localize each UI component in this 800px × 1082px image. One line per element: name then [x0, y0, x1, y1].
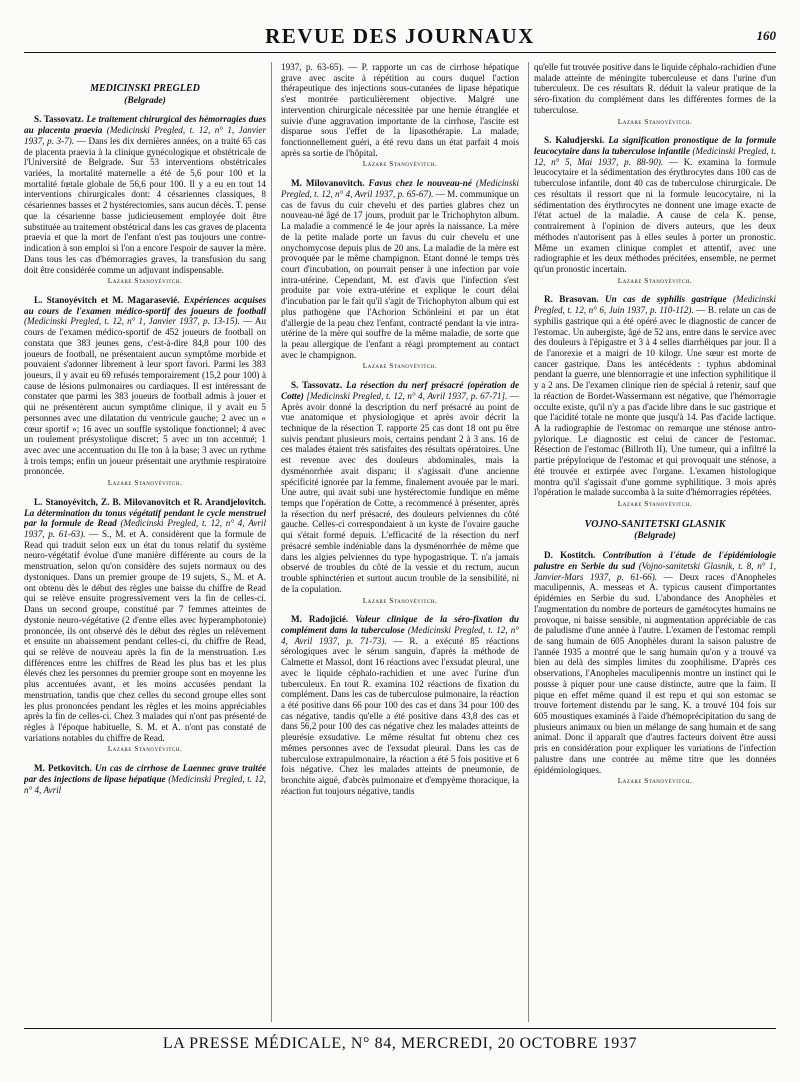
- article-continued: [281, 62, 519, 170]
- article-author: L. Stanoyévitch, Z. B. Milovanovitch et R. Arandjelovitch.: [34, 496, 266, 507]
- article-reference: (Vojno-sanitetski Glasnik, t. 8, n° 1, Janvier-Mars 1937, p. 61-66).: [534, 560, 776, 582]
- article-body: — Au cours de l'examen médico-sportif de 452 joueurs de football on constata que 383 jeunes gens, c'est-à-dire 84,8 pour 100 des joueurs de football, ne présentaient aucun symptôme morbide et pouvaient s'adonner librement à leur sport favori. Parmi les 383 joueurs, il y avait eu 69 refusés temporairement (15,2 pour 100) à cause de lésions pulmonaires ou cardiaques. Il est intéressant de constater que parmi les 383 joueurs de football admis à jouer et qui ne présentèrent aucun symptôme clinique, il y avait eu 5 personnes avec une dilatation du ventricule gauche; 2 avec un « cœur sportif »; 16 avec un souffle systolique fonctionnel; 4 avec un roulement présystolique discret; 5 avec un ton accentué; 1 avec avec une accentuation du IIe ton à la base; 3 avec un rythme à trois temps; enfin un joueur présentait une arythmie respiratoire prononcée.: [24, 316, 266, 477]
- running-head: [24, 26, 776, 53]
- article-title: Favus chez le nouveau-né: [368, 178, 472, 189]
- article: [24, 114, 266, 287]
- article-body: qu'elle fut trouvée positive dans le liquide céphalo-rachidien d'une malade atteinte de méningite tuberculeuse et dans l'urine d'un tuberculeux. De ces résultats R. déduit la valeur pratique de la séro-fixation du complément dans les différentes formes de la tuberculose.: [534, 62, 776, 115]
- article-title: Un cas de cirrhose de Laennec grave traitée par des injections de lipase hépatique: [24, 763, 266, 784]
- article-body: — R. a exécuté 85 réactions sérologiques avec le sérum sanguin, d'après la méthode de Calmette et Massol, dont 16 réactions avec l'exsudat pleural, une avec le liquide céphalo-rachidien et une avec l'urine d'un tuberculeux. En tout R. examina 102 réactions de fixation du complément. Dans les cas de tuberculose pulmonaire, la réaction a été positive dans 66 pour 100 des cas et dans 34 pour 100 des cas négative, tandis qu'elle a été positive dans 43,8 des cas et dans 56,2 pour 100 des cas négative chez les malades atteints de pleurésie exsudative. Le même résultat fut obtenu chez ces mêmes personnes avec de l'exsudat pleural. Dans les cas de tuberculose extrapulmonaire, la réaction a été 5 fois positive et 6 fois négative. Chez les malades atteints de pneumonie, de bronchite aiguë, d'abcès pulmonaire et d'empyème thoracique, la réaction fut toujours négative, tandis: [281, 635, 519, 796]
- article-body: — B. relate un cas de syphilis gastrique qui a été opéré avec le diagnostic de cancer de l'estomac. Un aubergiste, âgé de 52 ans, entre dans le service avec des douleurs à l'épigastre et 3 à 4 selles diarrhéiques par jour. Il a de l'anorexie et a maigri de 10 kilogr. Une sœur est morte de cancer gastrique. Dans les antécédents : typhus abdominal pendant la guerre, une blennorragie et une infection syphilitique il y a 2 ans. De l'examen clinique rien de spécial à retenir, sauf que la réaction de Bordet-Wassermann est négative, que l'hémorragie occulte existe, qu'il n'y a pas d'acide libre dans le suc gastrique et que l'acidité totale ne monte que jusqu'à 14. Pas d'acide lactique. A la radiographie de l'estomac on remarque une sténose antro-pylorique. Le diagnostic est celui de cancer de l'estomac. Résection de l'estomac (Billroth II). Une tumeur, qui a infiltré la partie prépylorique de l'estomac et qui provoquait une sténose, a été trouvée et extirpée avec l'organe. L'examen histologique montra qu'il s'agissait d'une gomme syphilitique. 3 mois après l'opération le malade succomba à la suite d'hémorragies répétées.: [534, 305, 776, 498]
- article-continued: [534, 62, 776, 127]
- column-middle: [271, 62, 529, 1022]
- article-reference: (Medicinski Pregled, t. 12, n° 1, Janvier 1937, p. 13-15).: [24, 316, 240, 327]
- article-title: La signification pronostique de la formule leucocytaire dans la tuberculose infantile: [534, 135, 776, 157]
- article-signature: Lazare Stanoyévitch.: [362, 159, 438, 169]
- article-body: — M. communique un cas de favus du cuir chevelu et des parties glabres chez un nouveau-né âgé de 17 jours, produit par le Trichophyton album. La maladie a commencé le 4e jour après la naissance. La mère de la petite malade porte un favus du cuir chevelu et une onychomycose depuis plus de 20 ans. La maladie de la mère est provoquée par le même champignon. Etant donné le temps très court d'incubation, on pourrait penser à une infection par voie intra-utérine. Cependant, M. est d'avis que l'infection s'est produite par voie extra-utérine et explique le court délai d'incubation par le fait qu'il s'agit de Trichophyton album qui est plus pathogène que l'Achorion Schönleini et par un état d'allergie de la peau chez l'enfant, contracté pendant la vie intra-utérine de la mère qui souffre de la même maladie, de sorte que la peau allergique de l'enfant a réagi promptement au contact avec le champignon.: [281, 188, 519, 360]
- article-reference: (Medicinski Pregled, t. 12, n° 4, Avril 1937, p. 65-67).: [281, 178, 520, 199]
- article-signature: Lazare Stanoyévitch.: [617, 776, 693, 786]
- article-author: S. Tassovatz.: [34, 114, 84, 125]
- article-signature: Lazare Stanoyévitch.: [107, 744, 183, 754]
- journal-name: VOJNO-SANITETSKI GLASNIK: [584, 518, 726, 530]
- article-author: S. Kaludjerski.: [544, 135, 605, 146]
- article-reference: (Medicinski Pregled, t. 12, n° 1, Janvier 1937, p. 3-7).: [24, 125, 266, 146]
- article-reference: (Medicinski Pregled, t. 12, n° 4, Avril 1937, p. 71-73).: [281, 624, 520, 646]
- article: [534, 294, 776, 509]
- article-signature: Lazare Stanoyévitch.: [617, 275, 693, 285]
- article: [281, 178, 519, 372]
- column-left: [24, 62, 266, 1022]
- article-reference: (Medicinski Pregled, t. 12, n° 6, Juin 1937, p. 110-112).: [534, 294, 776, 316]
- page-footer: LA PRESSE MÉDICALE, N° 84, MERCREDI, 20 OCTOBRE 1937: [24, 1028, 776, 1059]
- article-reference: (Medicinski Pregled, t. 12, n° 5, Mai 1937, p. 88-90).: [534, 146, 776, 167]
- section-title: REVUE DES JOURNAUX: [265, 24, 535, 48]
- columns: [24, 62, 776, 1022]
- article: [24, 763, 266, 795]
- article-author: M. Radojicié.: [291, 614, 349, 625]
- article-reference: (Medicinski Pregled, t. 12, n° 4, Avril 1937, p. 61-63).: [24, 518, 266, 540]
- article: [534, 135, 776, 286]
- article-author: S. Tassovatz.: [291, 380, 343, 391]
- article-signature: Lazare Stanoyévitch.: [362, 361, 438, 371]
- page-number: 160: [756, 28, 776, 43]
- article-signature: Lazare Stanoyévitch.: [362, 595, 438, 605]
- article-signature: Lazare Stanoyévitch.: [107, 478, 183, 488]
- article-body: 1937, p. 63-65). — P. rapporte un cas de cirrhose hépatique grave avec ascite à répétition au cours duquel l'action thérapeutique des injections sous-cutanées de lipase hépatique s'est montrée particulièrement objective. Malgré une intervention chirurgicale nécessitée par une hernie étranglée et suivie d'une aggravation importante de la cirrhose, l'ascite est disparue sous l'effet de la lipasothérapie. La malade, fonctionnellement guéri, a été revu dans un état parfait 4 mois après sa sortie de l'hôpital.: [281, 62, 519, 158]
- article-body: — S., M. et A. considèrent que la formule de Read qui traduit selon eux un état du tonus relatif du système neuro-végétatif évolue d'une manière différente au cours de la menstruation, selon qu'on considère des sujets normaux ou des dystoniques. Dans un premier groupe de 19 sujets, S., M. et A. ont obtenu dès le début des règles une baisse du chiffre de Read qui se relève ensuite progressivement vers la fin de celles-ci. Dans un second groupe, constitué par 7 femmes atteintes de dystonie neuro-végétative (2 d'entre elles avec hyperamphotonie) prononcée, ils ont observé dès le début des règles un relèvement et ensuite un abaissement pendant celles-ci, du chiffre de Read, qui se relève de nouveau après la fin de la menstruation. Les différences entre les chiffres de Read les plus bas et les plus élevés chez les personnes du premier groupe sont en moyenne les plus accentuées avant, et les moins accusées pendant la menstruation, tandis que chez celles du second groupe elles sont les plus prononcées pendant les règles et les moins appréciables après la fin de celles-ci. Chez 3 malades qui n'ont pas présenté de règles à l'époque habituelle, S. M. et A. n'ont pas constaté de variations notables du chiffre de Read.: [24, 529, 266, 743]
- article-reference: (Medicinski Pregled, t. 12, n° 4, Avril: [24, 773, 266, 795]
- article-title: Le traitement chirurgical des hémorragies dues au placenta praevia: [24, 114, 266, 136]
- article-body: — K. examina la formule leucocytaire et la sédimentation des érythrocytes dans 100 cas de tuberculose infantile, dont 40 cas de tuberculose chirurgicale. De ces résultats il ressort que ni la formule leucocytaire, ni la sédimentation des érythrocytes ne donnent une image exacte de l'état actuel de la maladie. A cause de cela K. pense, contrairement à l'opinion de divers auteurs, que les deux méthodes n'autorisent pas à elles seules à porter un pronostic. Même un examen clinique complet et attentif, avec une radiographie et les deux méthodes précitées, ensemble, ne permet qu'un pronostic incertain.: [534, 156, 776, 274]
- article-title: La résection du nerf présacré (opération de Cotte): [281, 380, 519, 401]
- article-author: M. Petkovitch.: [34, 763, 92, 774]
- article: [281, 614, 519, 796]
- article-author: L. Stanoyévitch et M. Magarasevié.: [34, 294, 180, 305]
- article-title: Valeur clinique de la séro-fixation du complément dans la tuberculose: [281, 614, 519, 635]
- column-right: [534, 62, 776, 1022]
- article-title: Un cas de syphilis gastrique: [605, 294, 727, 305]
- article-author: R. Brasovan.: [544, 294, 599, 305]
- journal-name: MEDICINSKI PREGLED: [90, 83, 200, 94]
- article: [281, 380, 519, 606]
- article-signature: Lazare Stanoyévitch.: [617, 499, 693, 509]
- article-author: M. Milovanovitch.: [291, 178, 365, 189]
- article-signature: Lazare Stanoyévitch.: [617, 116, 693, 126]
- article: [24, 295, 266, 489]
- article-title: Expériences acquises au cours de l'examen médico-sportif des joueurs de football: [24, 294, 266, 316]
- article-author: D. Kostitch.: [544, 550, 596, 561]
- article-reference: [Medicinski Pregled, t. 12, n° 4, Avril 1937, p. 67-71].: [306, 390, 508, 401]
- article-title: La détermination du tonus végétatif pendant le cycle menstruel par la formule de Read: [24, 507, 266, 529]
- article-body: — Deux races d'Anopheles maculipennis, A. messeas et A. typicus causent d'importantes épidémies en Serbie du sud. L'abondance des Anophèles et l'augmentation du nombre de porteurs de gamétocytes humains ne provoque, ni baisse sensible, ni augmentation appréciable de cas de paludisme d'une année à l'autre. L'examen de l'estomac rempli de sang humain de 605 Anophèles durant la saison palustre de l'année 1935 a montré que le sang humain qu'on y a trouvé va bien au delà des simples limites du zoophilisme. D'après ces observations, l'Anopheles maculipennis montre un instinct qui le pousse à piquer pour une cause distincte, autre que la faim. Il pique en effet même quand il est repu et qui son estomac se trouve fortement distendu par le sang. K. a trouvé 104 fois sur 605 moustiques examinés à l'aide d'hémoprécipitation du sang de plusieurs animaux ou bien un mélange de sang humain et de sang animal. Donc il apparaît que d'autres facteurs doivent être aussi pris en considération pour expliquer les variations de l'infection palustre dans une contrée au même titre que les données épidémiologiques.: [534, 571, 776, 775]
- journal-city: (Belgrade): [124, 95, 166, 106]
- article: [24, 497, 266, 755]
- article-body: — Dans les dix dernières années, on a traité 65 cas de placenta praevia à la clinique gynécologique et obstétricale de l'Université de Belgrade. Sur 53 interventions obstétricales variées, la mortalité maternelle a été de 5,6 pour 100 et la mortalité fœtale globale de 56,6 pour 100. Il y a eu en tout 14 interventions chirurgicales dont: 4 césariennes classiques, 8 césariennes basses et 2 hystérectomies, sans aucun décès. T. pense que la césarienne basse judicieusement employée doit être substituée au traitement obstétrical dans les cas graves de placenta praevia et que la mort de l'enfant n'est pas toujours une contre-indication à son emploi si l'on a encore l'espoir de sauver la mère. Dans tous les cas d'hémorragies graves, la transfusion du sang doit être considérée comme un adjuvant indispensable.: [24, 135, 266, 275]
- article-signature: Lazare Stanoyévitch.: [107, 276, 183, 286]
- journal-city: (Belgrade): [634, 531, 676, 542]
- article-title: Contribution à l'étude de l'épidémiologie palustre en Serbie du sud: [534, 550, 776, 571]
- article-body: — Après avoir donné la description du nerf présacré au point de vue anatomique et physiologique et après avoir décrit la technique de la résection T. rapporte 25 cas dont 18 ont pu être suivis pendant plusieurs mois, certains pendant 2 à 3 ans. 16 de ces malades étaient très satisfaites des résultats opératoires. Une est revenue avec des douleurs abdominales, mais la dysménorrhée avait disparu; il s'agissait d'une ancienne spécificité ignorée par la femme, finalement avouée par le mari. Une autre, qui avait subi une hystérectomie fundique en même temps que l'opération de Cotte, a recommencé à présenter, après la résection du nerf présacré, des douleurs pelviennes du côté gauche. Celles-ci correspondaient à un kyste de l'ovaire gauche qui s'était formé depuis. L'efficacité de la résection du nerf présacré semble indéniable dans la dysménorrhée de même que dans les algies pelviennes du type hypogastrique. T. n'a jamais observé de troubles du côté de la vessie et du rectum, aucun trouble sphinctérien et surtout aucun trouble de la sensibilité, ni de la copulation.: [281, 390, 520, 594]
- article: [534, 550, 776, 787]
